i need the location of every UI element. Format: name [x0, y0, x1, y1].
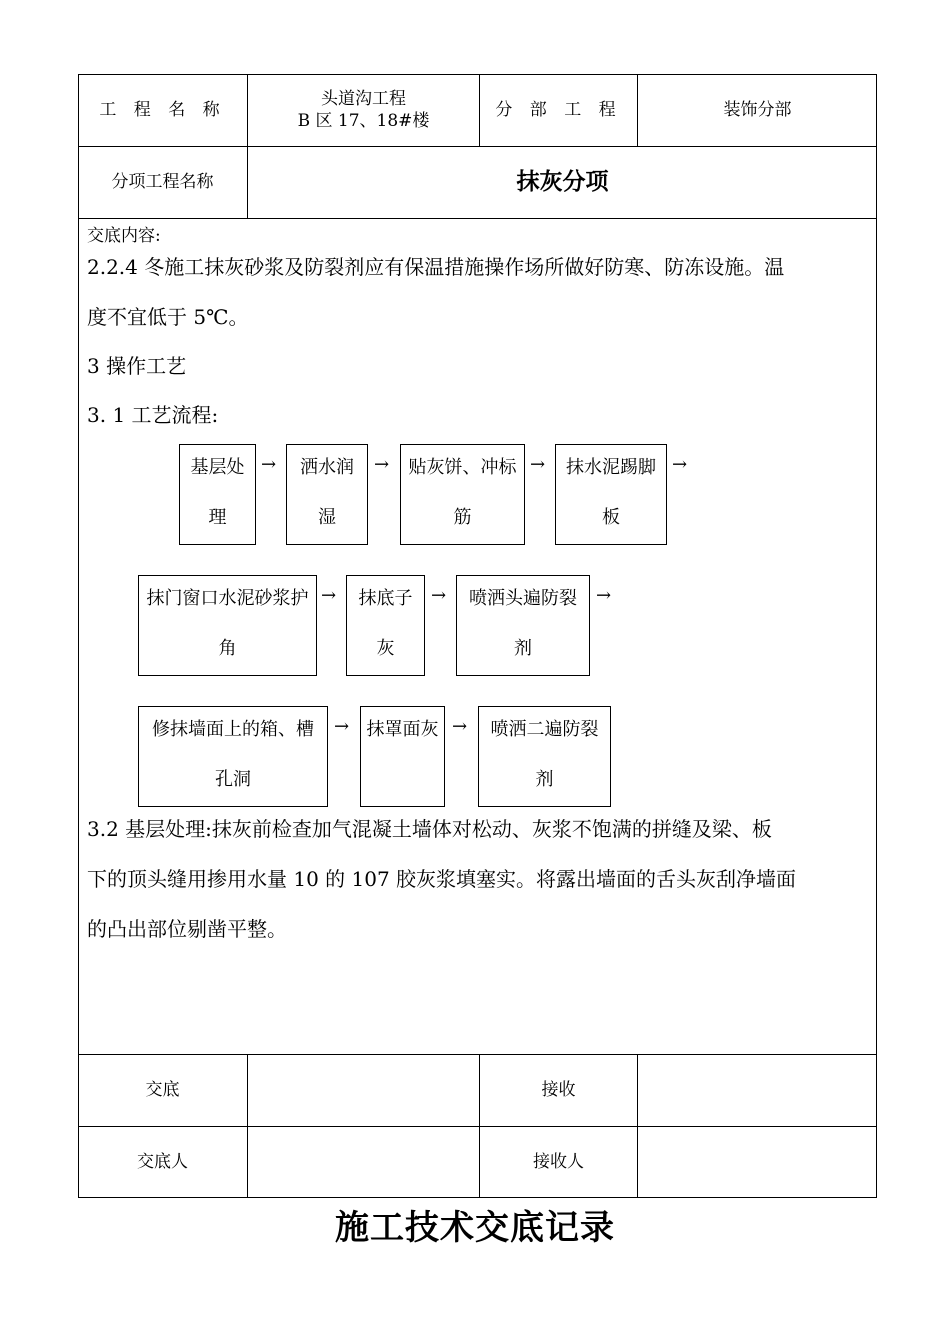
arrow-icon: → — [321, 585, 337, 606]
receive-person-value — [638, 1126, 877, 1198]
receive-value — [638, 1054, 877, 1126]
flow-step: 基层处 理 — [179, 444, 256, 545]
arrow-icon: → — [261, 454, 277, 475]
arrow-icon: → — [334, 716, 350, 737]
subitem-value: 抹灰分项 — [516, 168, 609, 196]
document-title: 施工技术交底记录 — [335, 1208, 615, 1248]
section-3-heading: 3 操作工艺 — [87, 354, 187, 378]
arrow-icon: → — [374, 454, 390, 475]
arrow-icon: → — [431, 585, 447, 606]
flow-step: 抹水泥踢脚 板 — [555, 444, 667, 545]
flow-step: 修抹墙面上的箱、槽 孔洞 — [138, 706, 328, 807]
flow-step: 洒水润 湿 — [286, 444, 368, 545]
division-value: 装饰分部 — [723, 99, 792, 120]
flow-step: 喷洒二遍防裂 剂 — [478, 706, 611, 807]
flow-step: 喷洒头遍防裂 剂 — [456, 575, 590, 676]
para-32-line3: 的凸出部位剔凿平整。 — [87, 917, 287, 941]
receive-person-label: 接收人 — [533, 1151, 584, 1172]
handover-value — [248, 1054, 479, 1126]
handover-person-value — [248, 1126, 479, 1198]
section-31-heading: 3. 1 工艺流程: — [87, 403, 219, 427]
project-name-line2: B 区 17、18#楼 — [297, 111, 430, 131]
flow-step: 抹罩面灰 — [360, 706, 445, 807]
project-name-value — [248, 74, 479, 146]
handover-label: 交底 — [145, 1079, 180, 1100]
arrow-icon: → — [672, 454, 688, 475]
project-name-line1: 头道沟工程 — [321, 88, 406, 109]
project-name-label: 工 程 名 称 — [99, 99, 226, 120]
para-224-line2: 度不宜低于 5℃。 — [87, 305, 249, 329]
flow-step: 抹门窗口水泥砂浆护 角 — [138, 575, 317, 676]
para-32-line1: 3.2 基层处理:抹灰前检查加气混凝土墙体对松动、灰浆不饱满的拼缝及梁、板 — [87, 817, 772, 841]
subitem-label: 分项工程名称 — [111, 171, 214, 192]
arrow-icon: → — [596, 585, 612, 606]
table-rule — [78, 218, 877, 219]
para-224-line1: 2.2.4 冬施工抹灰砂浆及防裂剂应有保温措施操作场所做好防寒、防冻设施。温 — [87, 255, 785, 279]
flow-step: 抹底子 灰 — [346, 575, 425, 676]
flow-step: 贴灰饼、冲标 筋 — [400, 444, 525, 545]
handover-person-label: 交底人 — [137, 1151, 188, 1172]
receive-label: 接收 — [541, 1079, 576, 1100]
content-label: 交底内容: — [87, 226, 161, 246]
division-label: 分 部 工 程 — [495, 99, 622, 120]
arrow-icon: → — [452, 716, 468, 737]
para-32-line2: 下的顶头缝用掺用水量 10 的 107 胶灰浆填塞实。将露出墙面的舌头灰刮净墙面 — [87, 867, 797, 891]
arrow-icon: → — [530, 454, 546, 475]
